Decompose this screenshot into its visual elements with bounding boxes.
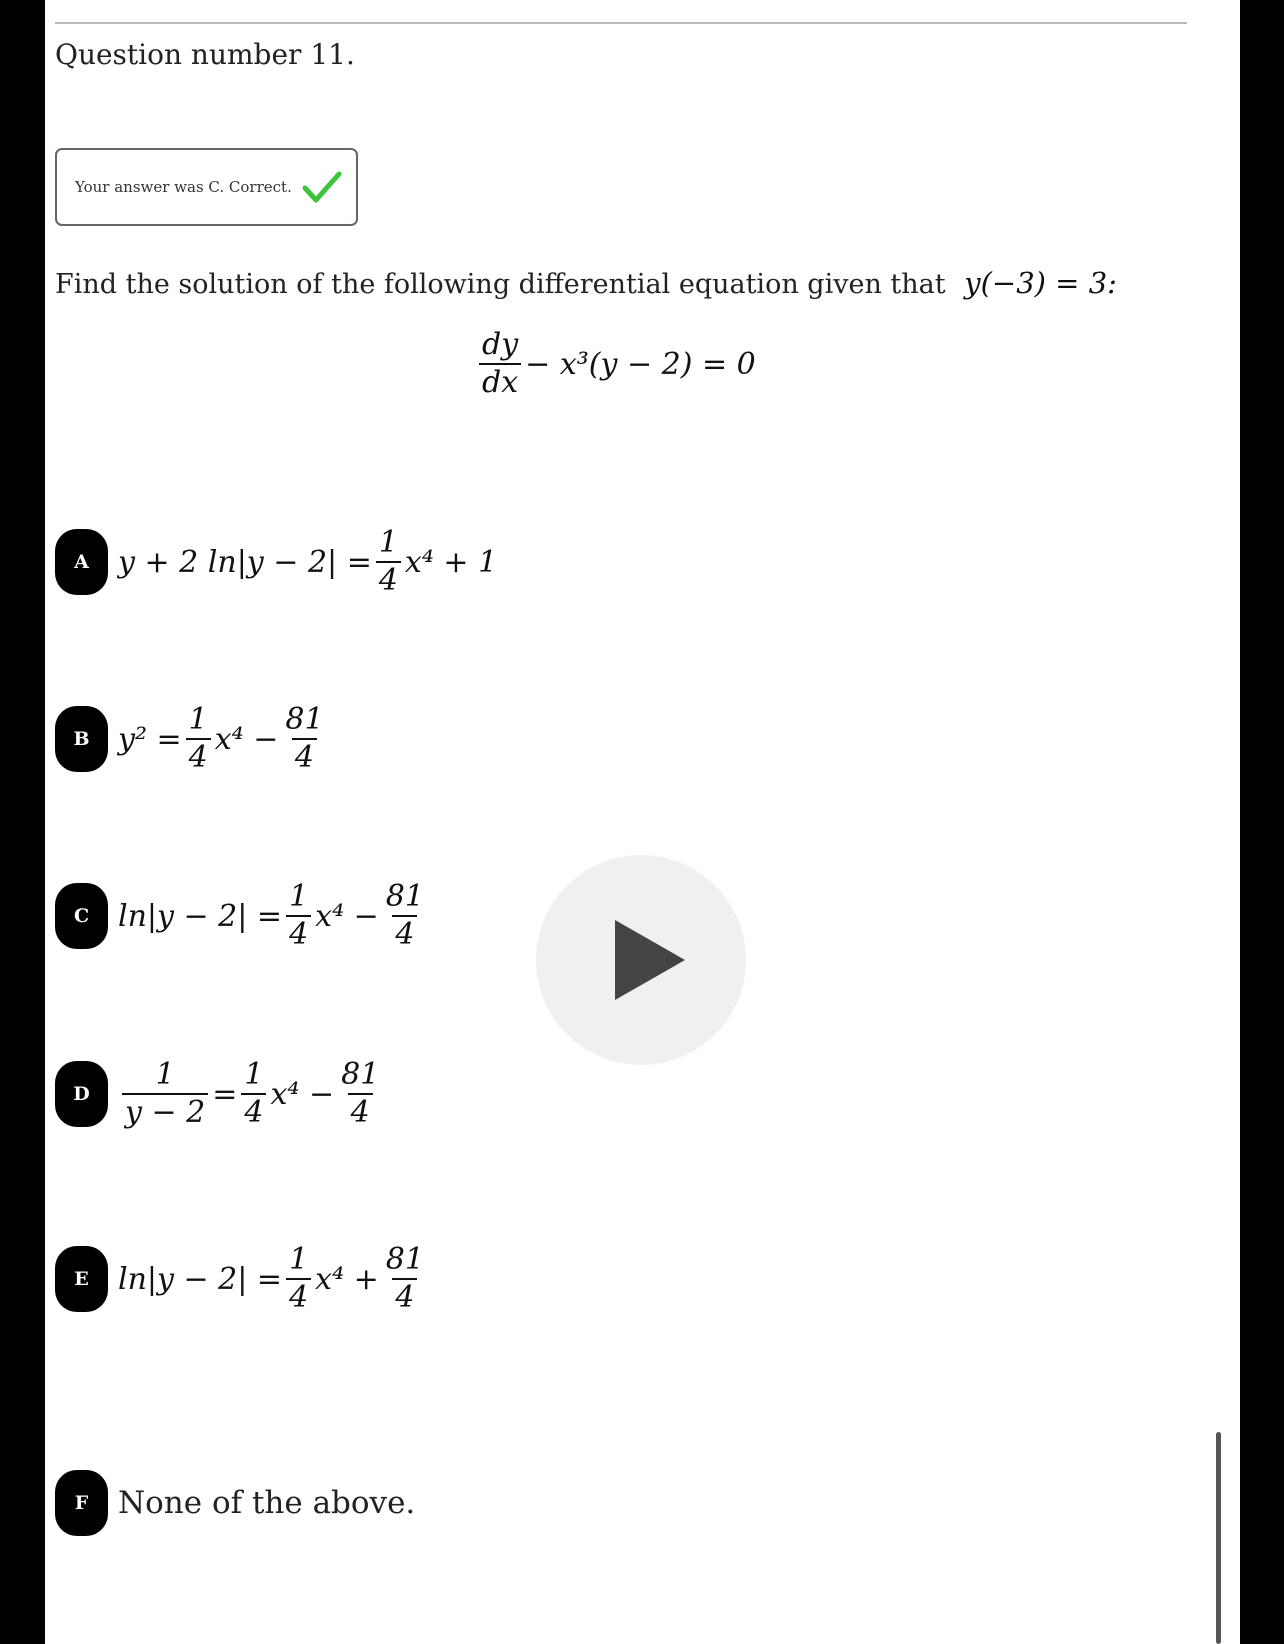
option-e-fraction-2 xyxy=(383,1242,427,1315)
scrollbar[interactable] xyxy=(1216,1432,1221,1644)
option-d-lhs-fraction xyxy=(122,1057,208,1130)
option-e-fraction-2-num: 81 xyxy=(385,1242,424,1277)
option-a-math xyxy=(118,525,498,598)
prompt-text: Find the solution of the following differential equation given that xyxy=(55,269,946,300)
option-b-fraction-1-num: 1 xyxy=(188,702,208,737)
initial-condition: y(−3) = 3: xyxy=(964,266,1117,300)
option-c-mid: x⁴ − xyxy=(315,898,379,934)
answer-feedback-box xyxy=(55,148,358,226)
option-b-fraction-2-num: 81 xyxy=(285,702,324,737)
question-prompt xyxy=(55,266,1117,300)
option-b-fraction-1-den: 4 xyxy=(186,738,211,773)
option-e-mid: x⁴ + xyxy=(315,1261,379,1297)
option-e[interactable] xyxy=(55,1242,431,1315)
derivative-numerator: dy xyxy=(482,327,519,362)
option-f[interactable] xyxy=(55,1470,415,1536)
option-d-fraction-1-num: 1 xyxy=(244,1057,264,1092)
option-c-fraction-1-den: 4 xyxy=(286,915,311,950)
option-f-text: None of the above. xyxy=(118,1485,416,1521)
option-a-lhs: y + 2 ln|y − 2| = xyxy=(118,544,372,580)
option-a-fraction-num: 1 xyxy=(378,525,398,560)
option-a-badge[interactable]: A xyxy=(55,529,108,595)
option-e-fraction-1-den: 4 xyxy=(286,1278,311,1313)
option-d-fraction-2-num: 81 xyxy=(341,1057,380,1092)
option-c-fraction-2-den: 4 xyxy=(392,915,417,950)
play-icon xyxy=(615,920,685,1000)
option-b-fraction-2-den: 4 xyxy=(292,738,317,773)
option-e-badge[interactable]: E xyxy=(55,1246,108,1312)
option-c-fraction-1 xyxy=(286,879,311,952)
option-d-fraction-1 xyxy=(241,1057,266,1130)
option-c-fraction-2 xyxy=(383,879,427,952)
option-d-lhs-num: 1 xyxy=(155,1057,175,1092)
option-e-lhs: ln|y − 2| = xyxy=(118,1261,283,1297)
option-b-math xyxy=(118,702,331,775)
option-b-lhs: y² = xyxy=(118,721,182,757)
option-e-fraction-1-num: 1 xyxy=(289,1242,309,1277)
option-a[interactable] xyxy=(55,525,498,598)
option-d[interactable] xyxy=(55,1057,386,1130)
option-f-badge[interactable]: F xyxy=(55,1470,108,1536)
option-d-equals: = xyxy=(212,1076,238,1112)
top-divider xyxy=(55,22,1187,24)
option-e-fraction-1 xyxy=(286,1242,311,1315)
option-d-fraction-1-den: 4 xyxy=(241,1093,266,1128)
derivative-denominator: dx xyxy=(479,363,521,398)
feedback-text: Your answer was C. Correct. xyxy=(75,178,292,196)
option-d-mid: x⁴ − xyxy=(270,1076,335,1112)
option-d-lhs-den: y − 2 xyxy=(122,1093,208,1128)
question-page xyxy=(45,0,1240,1644)
option-c-math xyxy=(118,879,431,952)
option-d-fraction-2 xyxy=(338,1057,382,1130)
option-c-badge[interactable]: C xyxy=(55,883,108,949)
option-d-fraction-2-den: 4 xyxy=(348,1093,373,1128)
option-b-fraction-2 xyxy=(282,702,326,775)
option-e-math xyxy=(118,1242,431,1315)
option-c[interactable] xyxy=(55,879,431,952)
option-b-fraction-1 xyxy=(186,702,211,775)
option-d-math xyxy=(118,1057,386,1130)
option-a-fraction-den: 4 xyxy=(376,561,401,596)
option-e-fraction-2-den: 4 xyxy=(392,1278,417,1313)
option-a-fraction xyxy=(376,525,401,598)
checkmark-icon xyxy=(302,170,342,204)
equation-rest: − x³(y − 2) = 0 xyxy=(525,346,756,382)
derivative-fraction xyxy=(479,327,521,400)
differential-equation xyxy=(475,327,756,400)
option-a-rest: x⁴ + 1 xyxy=(404,544,498,580)
option-c-fraction-2-num: 81 xyxy=(385,879,424,914)
option-c-lhs: ln|y − 2| = xyxy=(118,898,283,934)
option-c-fraction-1-num: 1 xyxy=(289,879,309,914)
option-d-badge[interactable]: D xyxy=(55,1061,108,1127)
option-b-mid: x⁴ − xyxy=(214,721,279,757)
option-b[interactable] xyxy=(55,702,331,775)
question-number: Question number 11. xyxy=(55,38,355,71)
play-button[interactable] xyxy=(536,855,746,1065)
option-b-badge[interactable]: B xyxy=(55,706,108,772)
